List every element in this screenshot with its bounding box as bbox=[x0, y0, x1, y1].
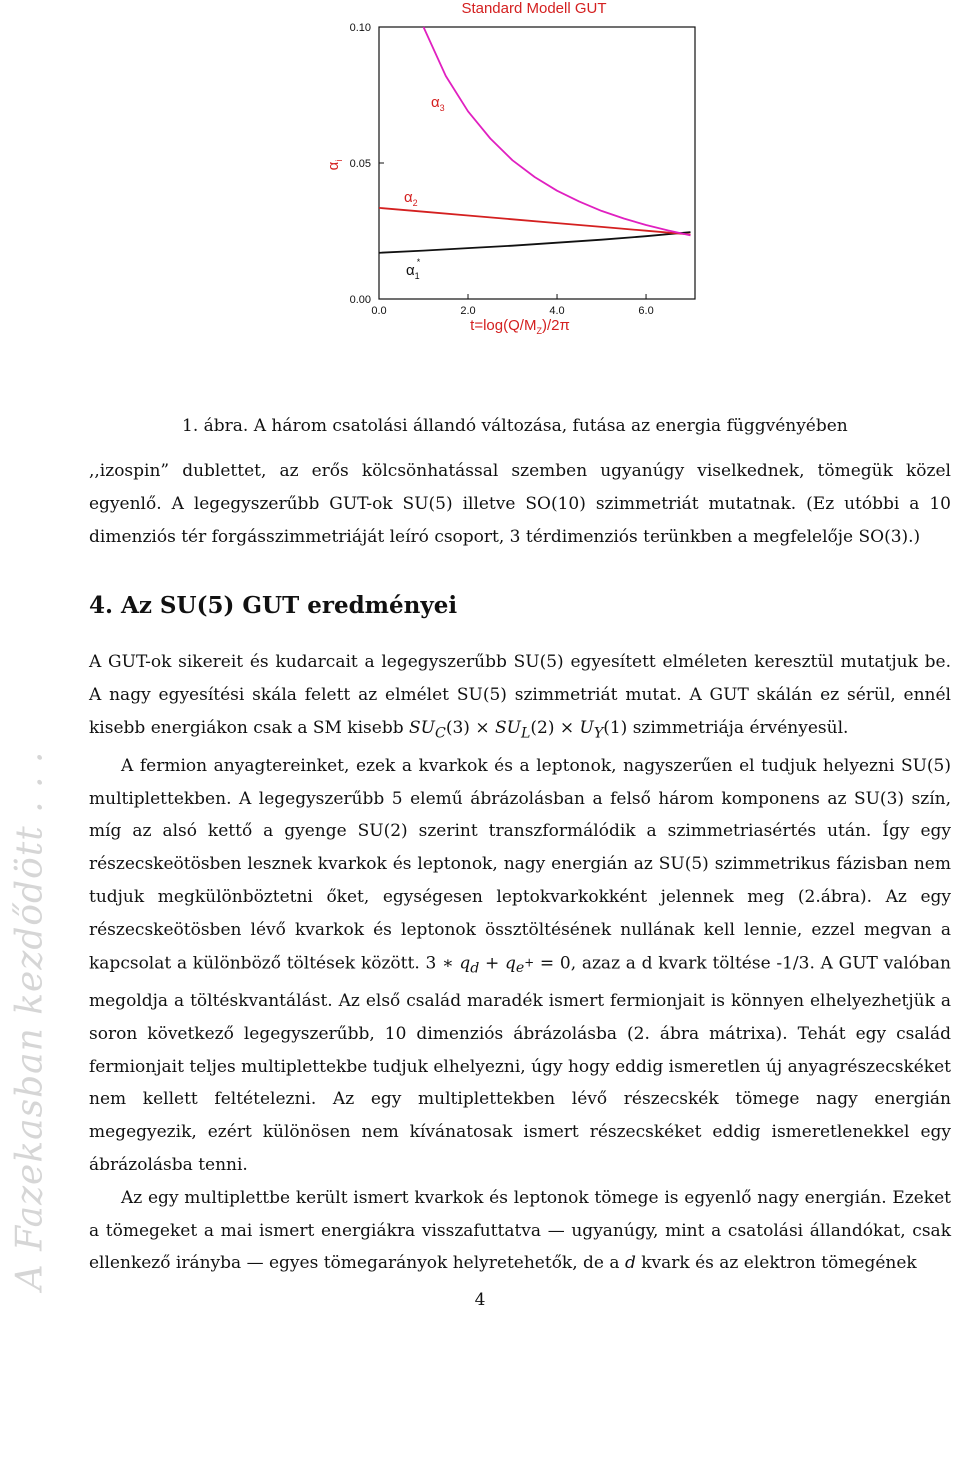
paragraph-4-text-a: Az egy multiplettbe került ismert kvarkok és leptonok tömege is egyenlő nagy energián. Ezeket a tömegeket a mai ismert energiákra visszafuttatva — ugyanúgy, mint a csatolási állandókat, csak ellenkező irányba — egyes tömegarányok helyretehetők, de a bbox=[89, 1187, 951, 1274]
x-tick-label: 2.0 bbox=[460, 305, 476, 317]
section-body bbox=[89, 646, 951, 1280]
math-su-l-arg: (2) × bbox=[530, 717, 580, 738]
series-line-alpha2 bbox=[379, 208, 691, 235]
series-line-alpha1 bbox=[379, 232, 691, 253]
math-q-e-sub: e+ bbox=[515, 955, 535, 977]
paragraph-4 bbox=[89, 1182, 951, 1280]
section-heading: 4. Az SU(5) GUT eredményei bbox=[89, 592, 458, 619]
x-tick-label: 6.0 bbox=[638, 305, 654, 317]
math-d: d bbox=[624, 1253, 636, 1274]
paragraph-3-text-a: A fermion anyagtereinket, ezek a kvarkok és a leptonok, nagyszerűen el tudjuk helyezni SU(5) multiplettekben. A legegyszerűbb 5 elemű ábrázolásban a felső három komponens az SU(3) szín, míg az alsó kettő a gyenge SU(2) szerint transzformálódik a szimmetriasértés után. Így egy részecskeötösben lesznek kvarkok és leptonok, nagy energián az SU(5) szimmetrikus fázisban nem tudjuk megkülönböztetni őket, egységesen leptokvarkokként jelennek meg (2.ábra). Az egy részecskeötösben lévő kvarkok és leptonok össztöltésének nullának kell lennie, ezzel megvan a kapcsolat a különböző töltések között. 3 ∗ bbox=[89, 755, 951, 973]
paragraph-1: ,,izospin” dublettet, az erős kölcsönhatással szemben ugyanúgy viselkednek, tömegük közel egyenlő. A legegyszerűbb GUT-ok SU(5) illetve SO(10) szimmetriát mutatnak. (Ez utóbbi a 10 dimenziós tér forgásszimmetriáját leíró csoport, 3 térdimenziós terünkben a megfelelője SO(3).) bbox=[89, 461, 951, 547]
x-tick-label: 4.0 bbox=[549, 305, 565, 317]
math-su-c-arg: (3) × bbox=[445, 717, 495, 738]
paragraph-3-text-b: = 0, azaz a d kvark töltése -1/3. A GUT valóban megoldja a töltéskvantálást. Az első család maradék ismert fermionjait is könnyen elhelyezhetjük a soron következő legegyszerűbb, 10 dimenziós ábrázolásba (2. ábra mátrixa). Tehát egy család fermionjait teljes multiplettekbe tudjuk elhelyezni, úgy hogy eddig ismeretlen új anyagrészecskéket nem kellett feltételezni. Az egy multiplettekben lévő részecskék tömege nagy energián megegyezik, ezért különösen nem kívánatosak ismert részecskéket eddig ismeretlenekkel egy ábrázolásba tenni. bbox=[89, 952, 951, 1176]
series-label-alpha3: $\alpha_3$ bbox=[431, 94, 445, 113]
math-su-l-sub: L bbox=[520, 724, 531, 741]
math-plus: + bbox=[479, 952, 505, 973]
series-label-alpha2: $\alpha_2$ bbox=[404, 189, 418, 208]
series-line-alpha3 bbox=[424, 27, 691, 235]
series-labels bbox=[404, 94, 445, 281]
math-u-y: U bbox=[579, 717, 594, 738]
paragraph-2 bbox=[89, 646, 951, 750]
x-axis-label: $t=\log(Q/M_Z)/2\pi$ bbox=[470, 317, 570, 336]
paragraph-3 bbox=[89, 750, 951, 1182]
math-q-e: q bbox=[505, 952, 516, 973]
series-label-alpha1: $\alpha_1*$ bbox=[406, 257, 421, 281]
paragraph-4-text-b: kvark és az elektron tömegének bbox=[635, 1253, 917, 1274]
x-axis-ticks bbox=[371, 294, 653, 317]
math-su-c-sub: C bbox=[435, 724, 446, 741]
y-tick-label: 0.10 bbox=[349, 22, 371, 34]
math-su-l: SU bbox=[494, 717, 521, 738]
series-layer bbox=[379, 27, 691, 253]
x-tick-label: 0.0 bbox=[371, 305, 387, 317]
paragraph-2-text-b: (1) szimmetriája érvényesül. bbox=[603, 717, 849, 738]
math-q-d: q bbox=[459, 952, 471, 973]
figure-caption: 1. ábra. A három csatolási állandó változása, futása az energia függvényében bbox=[182, 416, 848, 436]
y-axis-label: $\alpha_i$ bbox=[325, 159, 344, 171]
y-tick-label: 0.05 bbox=[349, 158, 371, 170]
watermark-text: A Fazekasban kezdődött . . . bbox=[9, 750, 51, 1291]
coupling-constants-chart bbox=[320, 0, 720, 345]
math-u-y-sub: Y bbox=[593, 724, 604, 741]
paragraph-2-text-a: A GUT-ok sikereit és kudarcait a legegyszerűbb SU(5) egyesített elméleten keresztül mutatjuk be. A nagy egyesítési skála felett az elmélet SU(5) szimmetriát mutat. A GUT skálán ez sérül, ennél kisebb energiákon csak a SM kisebb bbox=[89, 652, 951, 738]
math-q-d-sub: d bbox=[470, 960, 480, 977]
y-tick-label: 0.00 bbox=[349, 294, 371, 306]
chart-title: Standard Modell GUT bbox=[461, 0, 607, 17]
math-su-c: SU bbox=[409, 717, 435, 738]
plot-frame bbox=[379, 27, 695, 299]
page-number: 4 bbox=[474, 1290, 486, 1310]
